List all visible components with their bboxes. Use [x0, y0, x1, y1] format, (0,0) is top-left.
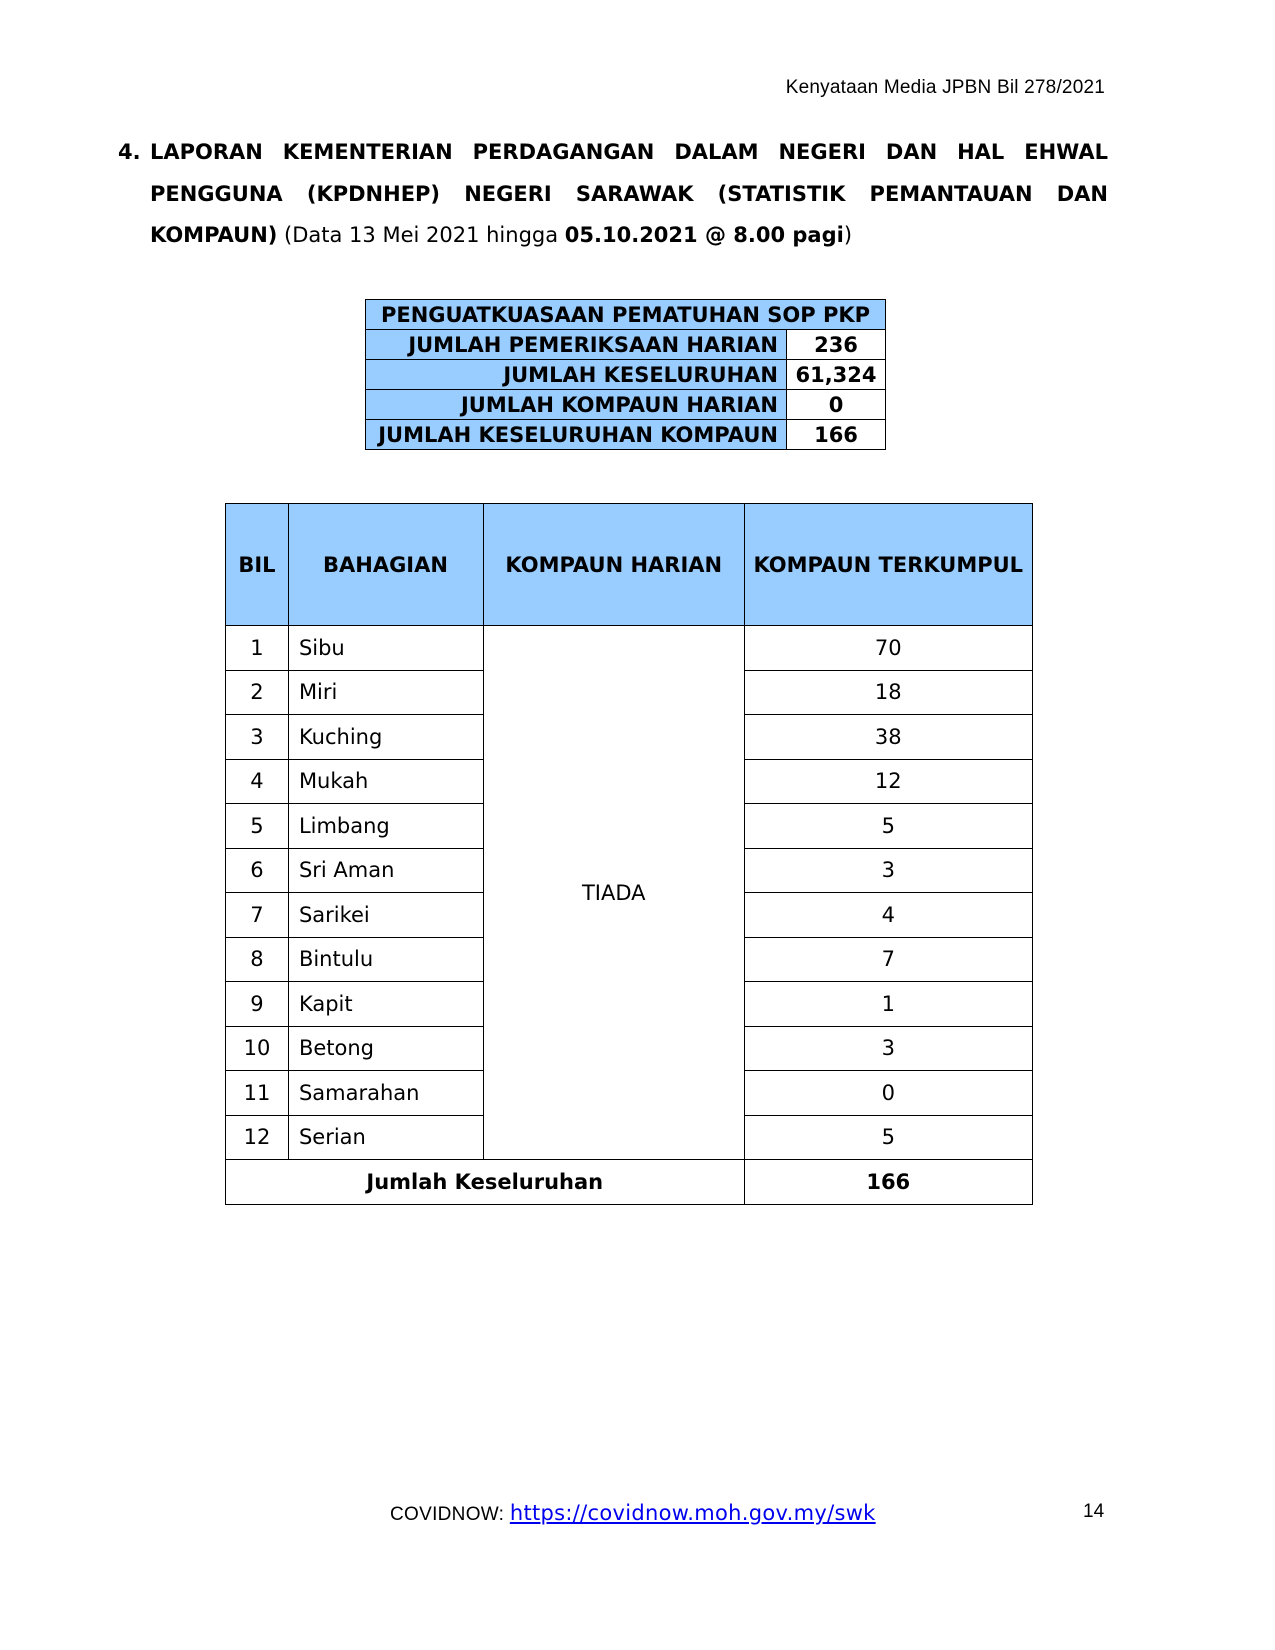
cell-bil: 11: [226, 1071, 289, 1116]
summary-table: [365, 299, 886, 450]
cell-kompaun-terkumpul: 3: [744, 848, 1032, 893]
summary-label: JUMLAH KESELURUHAN: [366, 360, 787, 390]
section-number: 4.: [118, 140, 141, 164]
cell-bahagian: Serian: [288, 1115, 483, 1160]
date-suffix: ): [843, 223, 853, 247]
cell-kompaun-terkumpul: 18: [744, 670, 1032, 715]
header-kompaun-harian: KOMPAUN HARIAN: [484, 504, 745, 626]
summary-heading: PENGUATKUASAAN PEMATUHAN SOP PKP: [366, 300, 886, 330]
cell-bil: 5: [226, 804, 289, 849]
cell-kompaun-terkumpul: 3: [744, 1026, 1032, 1071]
cell-kompaun-terkumpul: 5: [744, 1115, 1032, 1160]
total-row: [226, 1160, 1033, 1205]
section-title: [150, 132, 1108, 257]
cell-kompaun-harian: TIADA: [484, 626, 745, 1160]
table-row: [226, 626, 1033, 671]
cell-bil: 1: [226, 626, 289, 671]
cell-kompaun-terkumpul: 38: [744, 715, 1032, 760]
summary-value: 0: [787, 390, 886, 420]
summary-row: [366, 330, 886, 360]
cell-kompaun-terkumpul: 70: [744, 626, 1032, 671]
summary-label: JUMLAH KOMPAUN HARIAN: [366, 390, 787, 420]
section-4: [118, 132, 1108, 257]
section-title-line2: PENGGUNA (KPDNHEP) NEGERI SARAWAK (STATISTIK PEMANTAUAN DAN: [150, 181, 1108, 206]
total-label: Jumlah Keseluruhan: [226, 1160, 745, 1205]
cell-kompaun-terkumpul: 0: [744, 1071, 1032, 1116]
date-prefix: (Data 13 Mei 2021 hingga: [277, 223, 565, 247]
cell-kompaun-terkumpul: 7: [744, 937, 1032, 982]
header-bahagian: BAHAGIAN: [288, 504, 483, 626]
cell-kompaun-terkumpul: 12: [744, 759, 1032, 804]
summary-row: [366, 390, 886, 420]
summary-row: [366, 420, 886, 450]
header-kompaun-terkumpul: KOMPAUN TERKUMPUL: [744, 504, 1032, 626]
cell-bahagian: Limbang: [288, 804, 483, 849]
cell-bil: 2: [226, 670, 289, 715]
cell-bahagian: Sarikei: [288, 893, 483, 938]
page-number: 14: [1083, 1501, 1105, 1522]
cell-bahagian: Sibu: [288, 626, 483, 671]
cell-bahagian: Kuching: [288, 715, 483, 760]
section-title-line3: [150, 215, 1108, 257]
summary-label: JUMLAH KESELURUHAN KOMPAUN: [366, 420, 787, 450]
cell-bahagian: Betong: [288, 1026, 483, 1071]
cell-bil: 8: [226, 937, 289, 982]
kompaun-table: [225, 503, 1033, 1205]
summary-value: 61,324: [787, 360, 886, 390]
summary-row: [366, 360, 886, 390]
cell-bahagian: Sri Aman: [288, 848, 483, 893]
cell-bil: 4: [226, 759, 289, 804]
total-value: 166: [744, 1160, 1032, 1205]
summary-heading-row: [366, 300, 886, 330]
cell-bil: 3: [226, 715, 289, 760]
cell-kompaun-terkumpul: 1: [744, 982, 1032, 1027]
cell-bil: 6: [226, 848, 289, 893]
cell-bahagian: Mukah: [288, 759, 483, 804]
cell-bil: 9: [226, 982, 289, 1027]
cell-bahagian: Kapit: [288, 982, 483, 1027]
footer-source: [390, 1501, 876, 1526]
cell-bil: 10: [226, 1026, 289, 1071]
section-title-kompaun: KOMPAUN): [150, 223, 278, 247]
cell-bahagian: Miri: [288, 670, 483, 715]
cell-bahagian: Bintulu: [288, 937, 483, 982]
covidnow-link[interactable]: https://covidnow.moh.gov.my/swk: [509, 1501, 876, 1525]
cell-kompaun-terkumpul: 4: [744, 893, 1032, 938]
cell-bil: 12: [226, 1115, 289, 1160]
source-label: COVIDNOW:: [390, 1504, 510, 1525]
summary-value: 236: [787, 330, 886, 360]
cell-bil: 7: [226, 893, 289, 938]
date-range-end: 05.10.2021 @ 8.00 pagi: [564, 223, 844, 247]
cell-bahagian: Samarahan: [288, 1071, 483, 1116]
table-header-row: [226, 504, 1033, 626]
cell-kompaun-terkumpul: 5: [744, 804, 1032, 849]
summary-label: JUMLAH PEMERIKSAAN HARIAN: [366, 330, 787, 360]
header-bil: BIL: [226, 504, 289, 626]
summary-value: 166: [787, 420, 886, 450]
section-title-line1: LAPORAN KEMENTERIAN PERDAGANGAN DALAM NEGERI DAN HAL EHWAL: [150, 140, 1108, 164]
document-reference: Kenyataan Media JPBN Bil 278/2021: [785, 77, 1105, 98]
